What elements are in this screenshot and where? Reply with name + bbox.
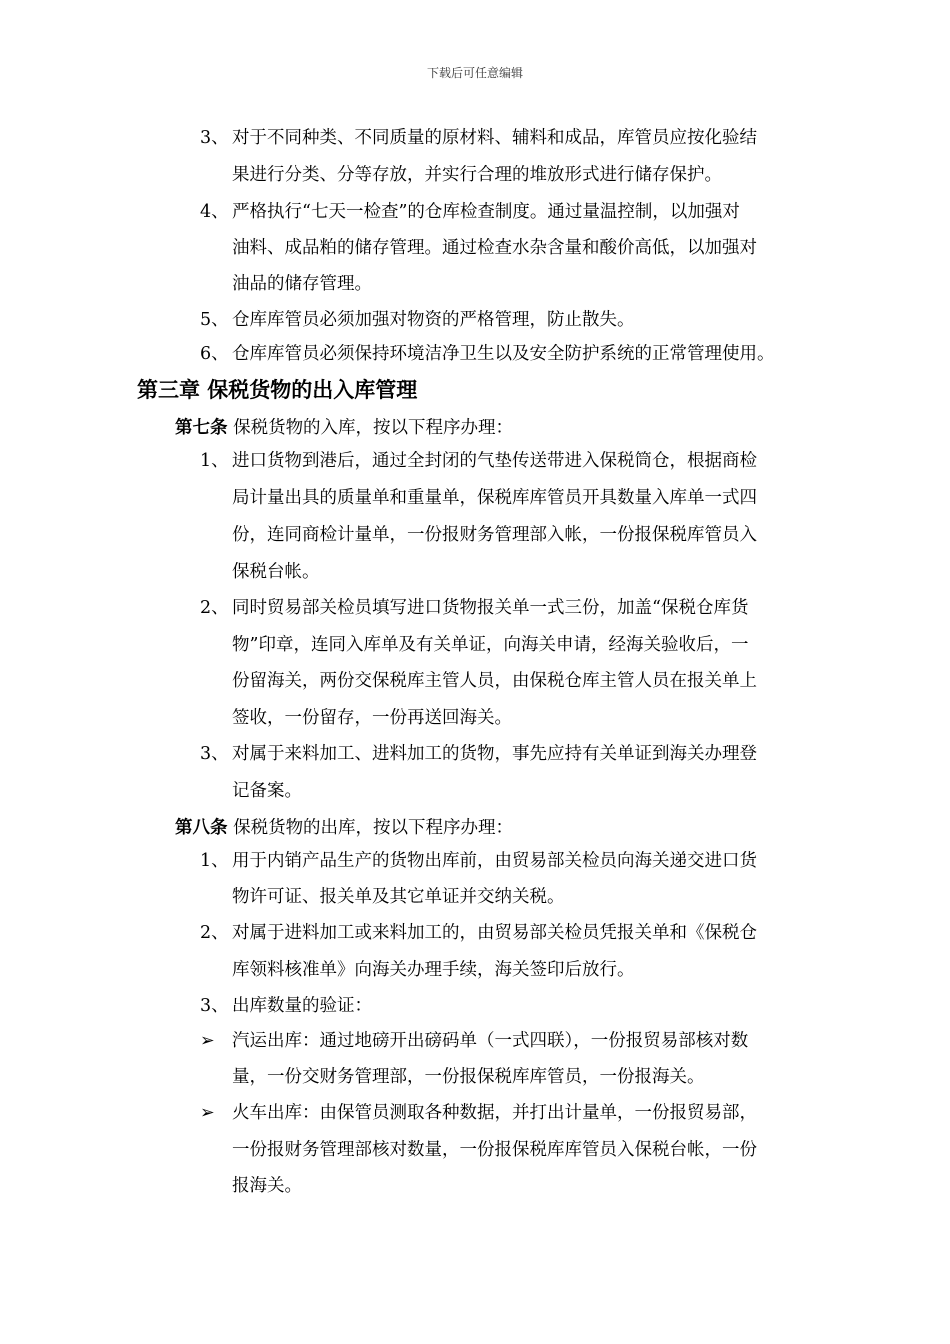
list-text: 出库数量的验证： <box>232 996 372 1016</box>
list-text: 保税台帐。 <box>232 562 320 582</box>
list-text: 报海关。 <box>232 1176 302 1196</box>
article-text: 保税货物的入库，按以下程序办理： <box>227 418 514 438</box>
list-number: 1、 <box>200 851 229 871</box>
list-number: 2、 <box>200 598 229 618</box>
list-text: 油品的储存管理。 <box>232 274 372 294</box>
list-text: 局计量出具的质量单和重量单，保税库库管员开具数量入库单一式四 <box>232 488 757 508</box>
list-number: 2、 <box>200 923 229 943</box>
list-number: 1、 <box>200 451 229 471</box>
list-number: 3、 <box>200 744 229 764</box>
list-text: 油料、成品粕的储存管理。通过检查水杂含量和酸价高低，以加强对 <box>232 238 757 258</box>
list-number: 4、 <box>200 202 229 222</box>
arrow-bullet-icon: ➢ <box>200 1103 215 1123</box>
list-text: 用于内销产品生产的货物出库前，由贸易部关检员向海关递交进口货 <box>232 851 757 871</box>
list-text: 仓库库管员必须保持环境洁净卫生以及安全防护系统的正常管理使用。 <box>232 344 775 364</box>
list-number: 3、 <box>200 996 229 1016</box>
list-text: 物许可证、报关单及其它单证并交纳关税。 <box>232 887 565 907</box>
list-text: 份，连同商检计量单，一份报财务管理部入帐，一份报保税库管员入 <box>232 525 757 545</box>
arrow-bullet-icon: ➢ <box>200 1031 215 1051</box>
article-7 <box>175 414 513 439</box>
list-text: 严格执行“七天一检查”的仓库检查制度。通过量温控制，以加强对 <box>232 202 740 222</box>
list-text: 果进行分类、分等存放，并实行合理的堆放形式进行储存保护。 <box>232 165 722 185</box>
chapter-title: 第三章 保税货物的出入库管理 <box>137 378 418 402</box>
list-text: 物”印章，连同入库单及有关单证，向海关申请，经海关验收后，一 <box>232 635 749 655</box>
list-number: 6、 <box>200 344 229 364</box>
list-text: 一份报财务管理部核对数量，一份报保税库库管员入保税台帐，一份 <box>232 1140 757 1160</box>
list-text: 火车出库：由保管员测取各种数据，并打出计量单，一份报贸易部， <box>232 1103 757 1123</box>
list-number: 3、 <box>200 128 229 148</box>
list-text: 同时贸易部关检员填写进口货物报关单一式三份，加盖“保税仓库货 <box>232 598 749 618</box>
list-text: 对属于进料加工或来料加工的，由贸易部关检员凭报关单和《保税仓 <box>232 923 757 943</box>
list-text: 签收，一份留存，一份再送回海关。 <box>232 708 512 728</box>
list-text: 对属于来料加工、进料加工的货物，事先应持有关单证到海关办理登 <box>232 744 757 764</box>
list-number: 5、 <box>200 310 229 330</box>
list-text: 量，一份交财务管理部，一份报保税库库管员，一份报海关。 <box>232 1067 705 1087</box>
article-label: 第八条 <box>175 818 228 838</box>
article-text: 保税货物的出库，按以下程序办理： <box>227 818 514 838</box>
list-text: 库领料核准单》向海关办理手续，海关签印后放行。 <box>232 960 635 980</box>
article-label: 第七条 <box>175 418 228 438</box>
list-text: 份留海关，两份交保税库主管人员，由保税仓库主管人员在报关单上 <box>232 671 757 691</box>
list-text: 进口货物到港后，通过全封闭的气垫传送带进入保税筒仓，根据商检 <box>232 451 757 471</box>
list-text: 记备案。 <box>232 781 302 801</box>
list-text: 对于不同种类、不同质量的原材料、辅料和成品，库管员应按化验结 <box>232 128 757 148</box>
page-header: 下载后可任意编辑 <box>426 66 523 80</box>
article-8 <box>175 814 513 839</box>
list-text: 仓库库管员必须加强对物资的严格管理，防止散失。 <box>232 310 635 330</box>
list-text: 汽运出库：通过地磅开出磅码单（一式四联），一份报贸易部核对数 <box>232 1031 749 1051</box>
